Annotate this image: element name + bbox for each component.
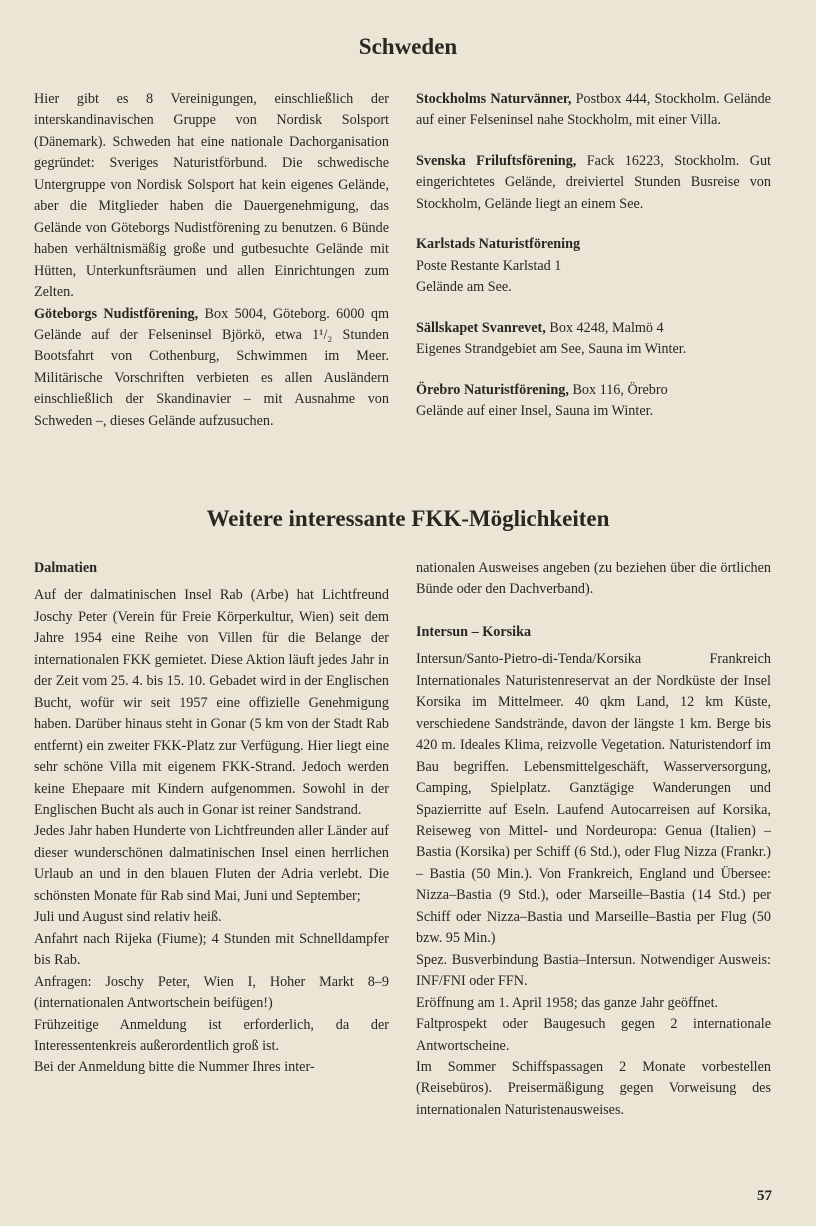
club-text: Fack 16223, Stockholm. Gut eingerichtetes Gelände, dreiviertel Stunden Busreise von Stockholm, Gelände liegt an einem See. [416,152,771,212]
continued-paragraph: nationalen Ausweises angeben (zu beziehen über die örtlichen Bünde oder den Dachverband). [416,560,771,598]
club-text: Postbox 444, Stockholm. Gelände auf einer Felseninsel nahe Stockholm, mit einer Villa. [416,91,771,129]
club-text: Box 4248, Malmö 4 [545,319,664,336]
page-number: 57 [757,1188,772,1204]
korsika-paragraph: Intersun/Santo-Pietro-di-Tenda/Korsika Frankreich Internationales Naturistenreservat an der Nordküste der Insel Korsika im Mittelmeer. 40 qkm Land, 12 km Küste, verschiedene Sandstrände, davon der längste 1 km. Berge bis 420 m. Ideales Klima, reizvolle Vegetation. Naturistendorf im Bau begriffen. Lebensmittelgeschäft, Wasserversorgung, Camping, Spielplatz. Ganztägige Wanderungen und Spazierritte auf Eseln. Laufend Autocarreisen auf Korsika, Reiseweg von Mittel- und Nordeuropa: Genua (Italien) – Bastia (Korsika) per Schiff (6 Std.), oder Flug Nizza (Frankr.) – Bastia (50 Min.). Von Frankreich, England und Übersee: Nizza–Bastia (9 Std.), oder Marseille–Bastia (14 Std.) per Schiff oder Nizza–Bastia und Marseille–Bastia per Flug (50 bzw. 95 Min.) [416,651,771,947]
club-name: Svenska Friluftsförening, [416,152,577,169]
club-entry [416,380,771,423]
club-entry [416,89,771,132]
club-name: Stockholms Naturvänner, [416,91,572,107]
club-text: Gelände auf einer Insel, Sauna im Winter. [416,402,654,419]
dalmatien-paragraph: Frühzeitige Anmeldung ist erforderlich, da der Interessentenkreis außerordentlich groß ist. [34,1016,389,1054]
dalmatien-paragraph: Anfahrt nach Rijeka (Fiume); 4 Stunden mit Schnelldampfer bis Rab. [34,930,389,969]
club-name: Sällskapet Svanrevet, [416,319,546,336]
korsika-paragraph: Spez. Busverbindung Bastia–Intersun. Notwendiger Ausweis: INF/FNI oder FFN. [416,951,771,990]
club-name: Örebro Naturistförening, [416,381,569,398]
club-text: Gelände am See. [416,279,512,296]
korsika-paragraph: Im Sommer Schiffspassagen 2 Monate vorbestellen (Reisebüros). Preisermäßigung gegen Vorweisung des internationalen Naturistenausweises. [416,1058,771,1118]
korsika-paragraph: Faltprospekt oder Baugesuch gegen 2 internationale Antwortscheine. [416,1016,771,1054]
club-text: Poste Restante Karlstad 1 [416,257,562,274]
section-title-fkk: Weitere interessante FKK-Möglichkeiten [206,506,610,531]
club-name: Karlstads Naturistförening [416,236,581,253]
dalmatien-paragraph: Jedes Jahr haben Hunderte von Lichtfreunden aller Länder auf dieser wunderschönen dalmatinischen Insel einen herrlichen Urlaub an und in den blauen Fluten der Adria verlebt. Die schönsten Monate für Rab sind Mai, Juni und September; [34,823,389,904]
dalmatien-paragraph: Anfragen: Joschy Peter, Wien I, Hoher Markt 8–9 (internationalen Antwortschein beifügen!) [34,973,389,1012]
dalmatien-paragraph: Juli und August sind relativ heiß. [34,909,222,926]
dalmatien-paragraph: Auf der dalmatinischen Insel Rab (Arbe) hat Lichtfreund Joschy Peter (Verein für Freie Körperkultur, Wien) seit dem Jahre 1954 eine Reihe von Villen für die Belange der internationalen FKK gemietet. Diese Aktion läuft jedes Jahr in der Zeit vom 25. 4. bis 15. 10. Gebadet wird in der Englischen Bucht, wofür wir seit 1957 eine offizielle Genehmigung haben. Darüber hinaus steht in Gonar (5 km von der Stadt Rab entfernt) ein zweiter FKK-Platz zur Verfügung. Hier liegt eine sehr schöne Villa mit eigenem FKK-Strand. Jedoch werden keine Ehepaare mit Kindern aufgenommen. Sowohl in der Englischen Bucht als auch in Gonar ist reiner Sandstrand. [34,587,389,818]
dalmatien-heading: Dalmatien [34,560,98,576]
club-entry [34,304,389,433]
korsika-heading: Intersun – Korsika [416,623,532,640]
dalmatien-column [34,558,389,1079]
club-entry [416,234,771,298]
sweden-left-column [34,89,389,432]
club-name: Göteborgs Nudistförening, [34,305,199,322]
club-text: Eigenes Strandgebiet am See, Sauna im Winter. [416,341,687,358]
sweden-right-column [416,89,771,422]
korsika-paragraph: Eröffnung am 1. April 1958; das ganze Jahr geöffnet. [416,994,719,1011]
sweden-intro: Hier gibt es 8 Vereinigungen, einschließlich der interskandinavischen Gruppe von Nordisk Solsport (Dänemark). Schweden hat eine nationale Dachorganisation gegründet: Sveriges Naturistförbund. Die schwedische Untergruppe von Nordisk Solsport hat kein eigenes Gelände, aber die Mitglieder haben die Dauergenehmigung, das Gelände von Göteborgs Nudistförening zu benutzen. 6 Bünde haben verhältnismäßig große und gutbesuchte Gelände mit Hütten, Unterkunftsräumen und allen Einrichtungen zum Zelten. [34,91,389,301]
club-entry [416,151,771,215]
dalmatien-paragraph: Bei der Anmeldung bitte die Nummer Ihres inter- [34,1059,315,1076]
section-title-schweden: Schweden [358,34,458,59]
korsika-column [416,558,771,1121]
club-text: Box 116, Örebro [568,381,668,398]
club-text: Box 5004, Göteborg. 6000 qm Gelände auf der Felseninsel Björkö, etwa 1¹/₂ Stunden Bootsfahrt von Cothenburg, Schwimmen im Meer. Militärische Vorschriften verbieten es allen Ausländern einschließlich der Skandinavier – mit Ausnahme von Schweden –, dieses Gelände aufzusuchen. [34,305,390,429]
club-entry [416,318,771,361]
